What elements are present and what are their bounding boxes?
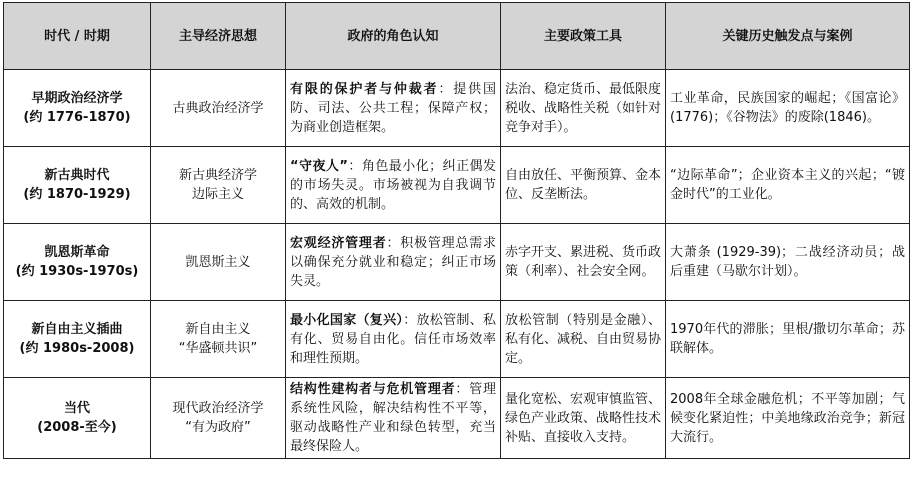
role-cell [286,224,501,301]
era-name: 当代 [63,401,90,416]
era-range: (约 1980s-2008) [19,341,135,356]
table-row [4,224,910,301]
thought-name: 凯恩斯主义 [185,254,251,270]
role-description: ：放松管制、私有化、贸易自由化。信任市场效率和理性预期。 [290,312,496,366]
header-thought: 主导经济思想 [151,3,286,70]
thought-name: 新古典经济学 [178,168,257,183]
role-title: 结构性建构者与危机管理者 [290,382,456,397]
events-cell: 1970年代的滞胀；里根/撒切尔革命；苏联解体。 [666,301,910,378]
thought-name-secondary: “华盛顿共识” [178,341,258,356]
era-cell [4,378,151,459]
role-description: ：角色最小化；纠正偶发的市场失灵。市场被视为自我调节的、高效的机制。 [290,158,496,212]
era-name: 凯恩斯革命 [44,245,110,260]
header-role: 政府的角色认知 [286,3,501,70]
thought-cell [151,147,286,224]
tools-cell: 自由放任、平衡预算、金本位、反垄断法。 [501,147,666,224]
tools-cell: 赤字开支、累进税、货币政策（利率）、社会安全网。 [501,224,666,301]
events-cell: 工业革命，民族国家的崛起；《国富论》(1776)；《谷物法》的废除(1846)。 [666,70,910,147]
role-cell [286,70,501,147]
era-range: (约 1776-1870) [23,110,131,125]
events-cell: 大萧条 (1929-39)；二战经济动员；战后重建（马歇尔计划）。 [666,224,910,301]
role-cell [286,301,501,378]
era-cell [4,224,151,301]
thought-cell [151,224,286,301]
thought-cell [151,301,286,378]
tools-cell: 放松管制（特别是金融）、私有化、减税、自由贸易协定。 [501,301,666,378]
tools-cell: 量化宽松、宏观审慎监管、绿色产业政策、战略性技术补贴、直接收入支持。 [501,378,666,459]
era-range: (约 1930s-1970s) [15,264,139,279]
tools-cell: 法治、稳定货币、最低限度税收、战略性关税（如针对竞争对手）。 [501,70,666,147]
table-row [4,301,910,378]
thought-cell [151,70,286,147]
role-title: “守夜人” [290,158,348,174]
thought-name-secondary: 边际主义 [191,187,244,202]
era-cell [4,70,151,147]
role-description: ：提供国防、司法、公共工程；保障产权；为商业创造框架。 [290,81,496,135]
table-row [4,147,910,224]
role-cell [286,378,501,459]
events-cell: “边际革命”；企业资本主义的兴起；“镀金时代”的工业化。 [666,147,910,224]
era-name: 新古典时代 [44,168,110,183]
role-title: 宏观经济管理者 [290,235,387,251]
header-events: 关键历史触发点与案例 [666,3,910,70]
thought-name: 古典政治经济学 [172,100,264,116]
era-range: (2008-至今) [37,420,117,435]
thought-name: 现代政治经济学 [172,401,264,416]
role-description: ：积极管理总需求以确保充分就业和稳定；纠正市场失灵。 [290,235,496,289]
era-name: 早期政治经济学 [31,91,123,106]
era-cell [4,301,151,378]
role-cell [286,147,501,224]
role-title: 最小化国家（复兴） [290,312,404,328]
economic-thought-table [3,2,910,459]
events-cell: 2008年全球金融危机；不平等加剧；气候变化紧迫性；中美地缘政治竞争；新冠大流行。 [666,378,910,459]
table-row [4,70,910,147]
thought-cell [151,378,286,459]
role-title: 有限的保护者与仲裁者 [290,81,439,97]
era-name: 新自由主义插曲 [31,322,123,337]
era-range: (约 1870-1929) [23,187,131,202]
thought-name: 新自由主义 [185,322,251,337]
thought-name-secondary: “有为政府” [185,420,251,435]
era-cell [4,147,151,224]
table-row [4,378,910,459]
header-row [4,3,910,70]
header-era: 时代 / 时期 [4,3,151,70]
header-tools: 主要政策工具 [501,3,666,70]
role-description: ：管理系统性风险，解决结构性不平等，驱动战略性产业和绿色转型，充当最终保险人。 [290,382,496,454]
